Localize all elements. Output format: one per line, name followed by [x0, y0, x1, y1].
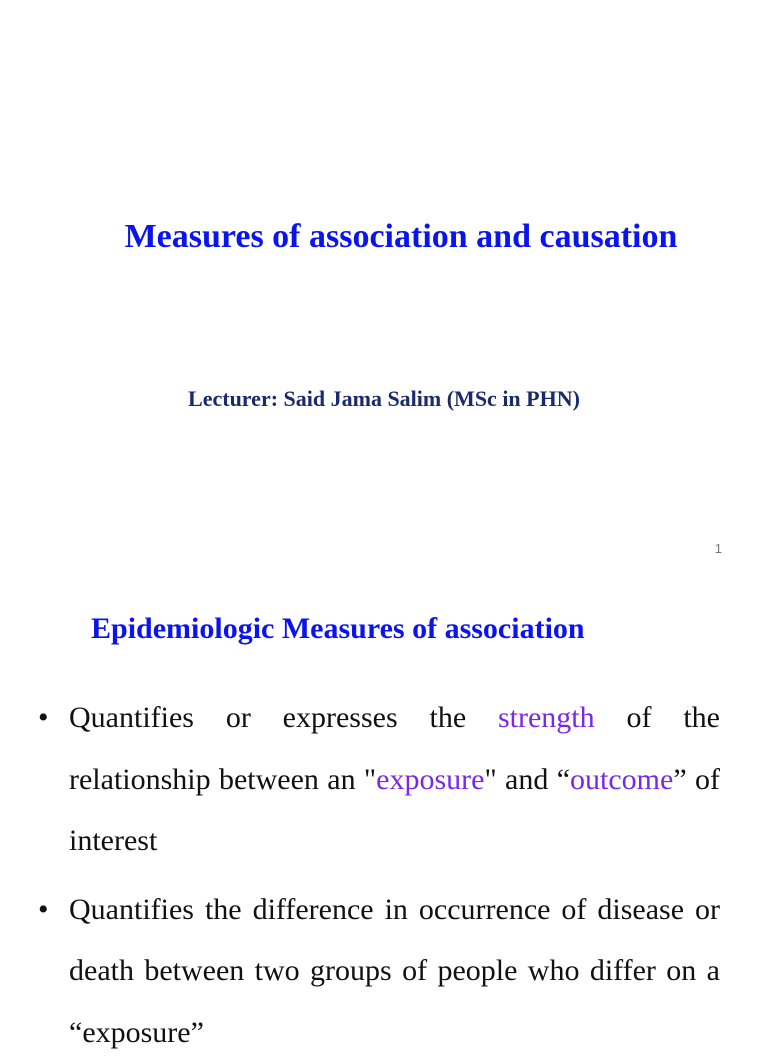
bullet-list [0, 687, 768, 1063]
slide-2 [0, 575, 768, 1024]
highlight-strength: strength [498, 701, 595, 734]
bullet-text: Quantifies the difference in occurrence of disease or death between two groups of people who differ on a “exposure” [69, 893, 720, 1049]
lecturer-line: Lecturer: Said Jama Salim (MSc in PHN) [0, 384, 768, 414]
bullet-item [0, 879, 768, 1063]
highlight-exposure: exposure [376, 763, 484, 796]
bullet-icon: • [38, 687, 49, 749]
bullet-text: ” of interest [69, 763, 720, 858]
bullet-text: " and “ [484, 763, 570, 796]
bullet-text: of the relationship between an " [69, 701, 720, 796]
slide-title: Epidemiologic Measures of association [91, 608, 585, 650]
bullet-item [0, 687, 768, 872]
bullet-icon: • [38, 879, 49, 941]
bullet-text: Quantifies or expresses the [69, 701, 498, 734]
highlight-outcome: outcome [570, 763, 673, 796]
page-number: 1 [715, 541, 722, 556]
slide-title: Measures of association and causation [0, 214, 768, 260]
